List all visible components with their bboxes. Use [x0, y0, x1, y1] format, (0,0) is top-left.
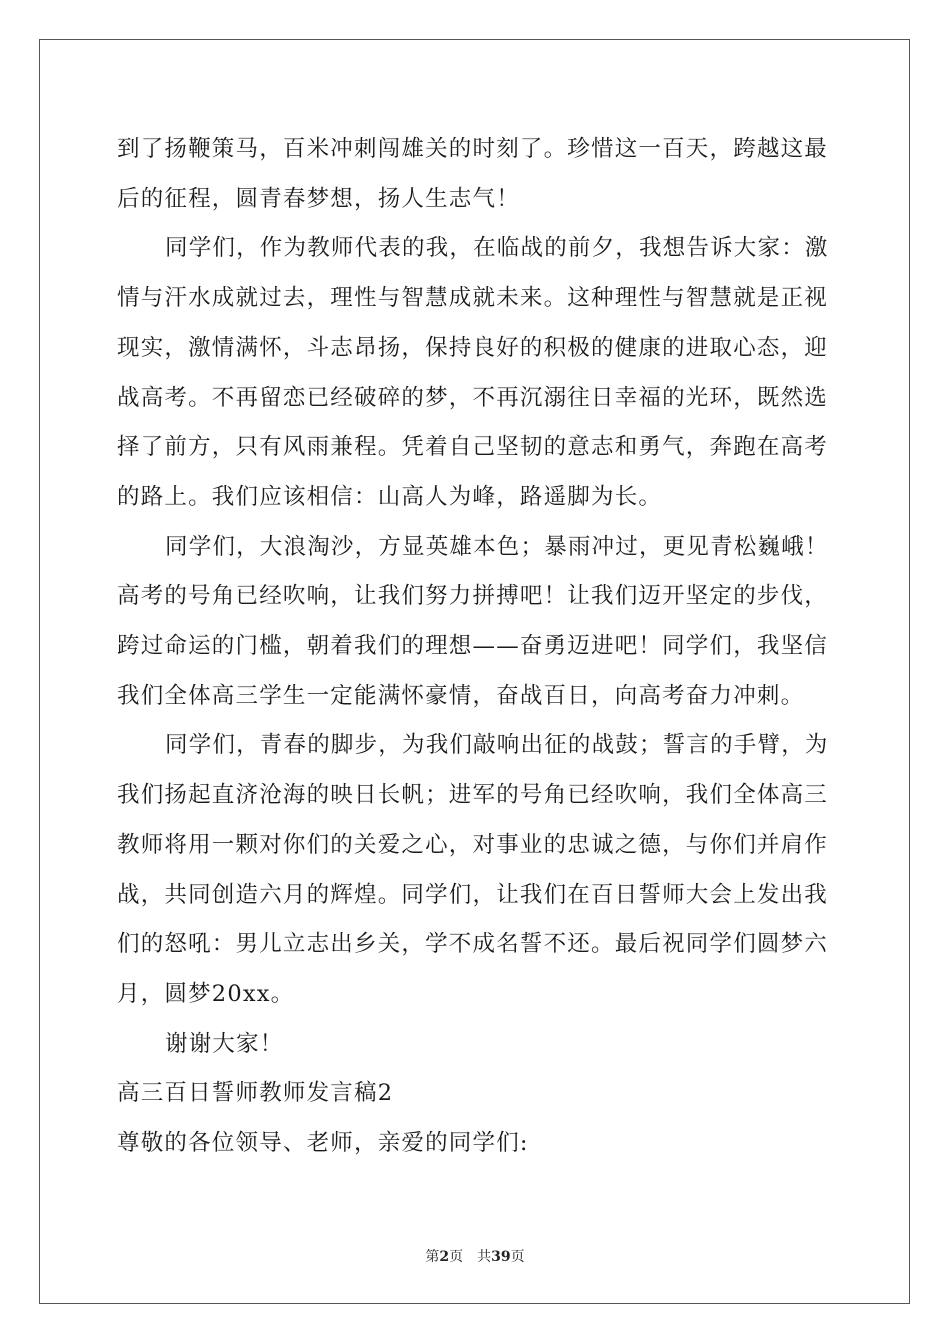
paragraph	[117, 721, 837, 1019]
text-line: 同学们，大浪淘沙，方显英雄本色；暴雨冲过，更见青松巍峨！	[165, 533, 829, 560]
text-line: 战，共同创造六月的辉煌。同学们，让我们在百日誓师大会上发出我	[117, 881, 829, 908]
salutation: 尊敬的各位领导、老师，亲爱的同学们:	[117, 1130, 529, 1157]
text-line: 战高考。不再留恋已经破碎的梦，不再沉溺往日幸福的光环，既然选	[117, 384, 829, 411]
text-line: 们的怒吼：男儿立志出乡关，学不成名誓不还。最后祝同学们圆梦六	[117, 931, 829, 958]
page-prefix: 第	[425, 1249, 440, 1265]
text-line: 我们全体高三学生一定能满怀豪情，奋战百日，向高考奋力冲刺。	[117, 682, 805, 709]
text-line: 择了前方，只有风雨兼程。凭着自己坚韧的意志和勇气，奔跑在高考	[117, 434, 829, 461]
text-line: 跨过命运的门槛，朝着我们的理想——奋勇迈进吧！同学们，我坚信	[117, 633, 829, 660]
document-body	[117, 125, 837, 1169]
paragraph	[117, 523, 837, 722]
section-title: 高三百日誓师教师发言稿2	[117, 1080, 394, 1107]
page-number-footer	[0, 1246, 950, 1266]
text-line: 高考的号角已经吹响，让我们努力拼搏吧！让我们迈开坚定的步伐，	[117, 583, 829, 610]
text-line: 后的征程，圆青春梦想，扬人生志气！	[117, 185, 520, 212]
current-page-number: 2	[439, 1249, 450, 1265]
text-line: 同学们，青春的脚步，为我们敲响出征的战鼓；誓言的手臂，为	[165, 732, 829, 759]
text-line: 到了扬鞭策马，百米冲刺闯雄关的时刻了。珍惜这一百天，跨越这最	[117, 136, 829, 162]
text-line: 的路上。我们应该相信：山高人为峰，路遥脚为长。	[117, 483, 663, 510]
paragraph	[117, 224, 837, 522]
text-line: 我们扬起直济沧海的映日长帆；进军的号角已经吹响，我们全体高三	[117, 782, 829, 809]
page-suffix: 页	[510, 1249, 525, 1265]
total-page-count: 39	[491, 1249, 511, 1265]
paragraph	[117, 125, 837, 224]
page-mid: 页 共	[449, 1249, 492, 1265]
text-line: 现实，激情满怀，斗志昂扬，保持良好的积极的健康的进取心态，迎	[117, 334, 829, 361]
text-line: 同学们，作为教师代表的我，在临战的前夕，我想告诉大家：激	[165, 235, 829, 262]
text-line: 月，圆梦20xx。	[117, 980, 295, 1007]
text-line: 教师将用一颗对你们的关爱之心，对事业的忠诚之德，与你们并肩作	[117, 831, 829, 858]
closing-remark: 谢谢大家！	[165, 1030, 284, 1057]
text-line: 情与汗水成就过去，理性与智慧成就未来。这种理性与智慧就是正视	[117, 285, 829, 312]
